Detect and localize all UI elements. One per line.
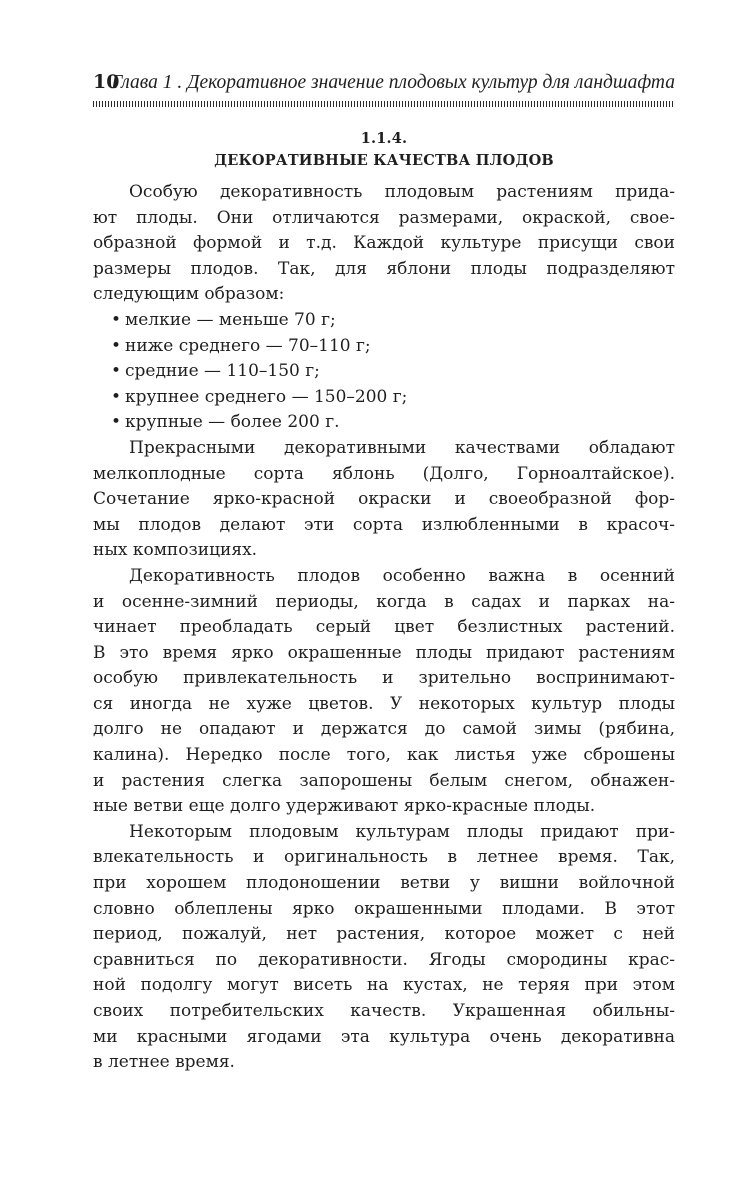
text-line: Сочетание ярко-красной окраски и своеобразной фор-	[93, 489, 675, 510]
list-item	[93, 359, 675, 385]
bullet-mark: •	[111, 361, 122, 382]
bullet-mark: •	[111, 309, 122, 330]
list-item	[93, 410, 675, 436]
paragraph-1	[93, 180, 675, 308]
bullet-mark: •	[111, 412, 122, 433]
fruit-size-list	[93, 308, 675, 436]
text-line: следующим образом:	[93, 284, 285, 305]
body-text	[93, 180, 675, 1076]
text-line: чинает преобладать серый цвет безлистных растений.	[93, 617, 675, 638]
text-line: своих потребительских качеств. Украшенная обильны-	[93, 1001, 675, 1021]
text-line: Декоративность плодов особенно важна в осенний	[129, 565, 675, 586]
text-line: сравниться по декоративности. Ягоды смородины крас-	[93, 949, 675, 970]
list-item-text: мелкие — меньше 70 г;	[125, 309, 336, 330]
paragraph-2	[93, 436, 675, 564]
text-line: и растения слегка запорошены белым снегом, обнажен-	[93, 770, 675, 791]
text-line: ные ветви еще долго удерживают ярко-красные плоды.	[93, 796, 596, 817]
text-line: Некоторым плодовым культурам плоды придают при-	[129, 821, 675, 842]
bullet-mark: •	[111, 386, 122, 407]
text-line: мы плодов делают эти сорта излюбленными в красоч-	[93, 514, 675, 535]
text-line: словно облеплены ярко окрашенными плодами. В этот	[93, 898, 675, 919]
paragraph-4	[93, 820, 675, 1076]
running-header	[93, 70, 675, 98]
text-line: ных композициях.	[93, 540, 258, 561]
list-item-text: средние — 110–150 г;	[125, 361, 320, 382]
text-line: мелкоплодные сорта яблонь (Долго, Горноалтайское).	[93, 463, 675, 484]
page-number: 10	[93, 71, 120, 93]
text-line: ся иногда не хуже цветов. У некоторых культур плоды	[93, 693, 675, 714]
text-line: калина). Нередко после того, как листья уже сброшены	[93, 745, 675, 766]
text-line: особую привлекательность и зрительно воспринимают-	[93, 668, 675, 689]
text-line: ной подолгу могут висеть на кустах, не теряя при этом	[93, 975, 675, 996]
text-line: и осенне-зимний периоды, когда в садах и парках на-	[93, 591, 675, 612]
text-line: долго не опадают и держатся до самой зимы (рябина,	[93, 719, 675, 740]
text-line: влекательность и оригинальность в летнее время. Так,	[93, 847, 675, 868]
text-line: при хорошем плодоношении ветви у вишни войлочной	[93, 873, 675, 894]
text-line: ми красными ягодами эта культура очень декоративна	[93, 1026, 675, 1047]
section-title: ДЕКОРАТИВНЫЕ КАЧЕСТВА ПЛОДОВ	[214, 152, 554, 169]
list-item-text: ниже среднего — 70–110 г;	[125, 335, 371, 356]
text-line: период, пожалуй, нет растения, которое может с ней	[93, 924, 675, 945]
text-line: размеры плодов. Так, для яблони плоды подразделяют	[93, 258, 675, 279]
bullet-mark: •	[111, 335, 122, 356]
chapter-title: Глава 1 . Декоративное значение плодовых культур для ландшафта	[111, 72, 675, 93]
text-line: Особую декоративность плодовым растениям прида-	[129, 182, 675, 202]
text-line: Прекрасными декоративными качествами обладают	[129, 437, 675, 458]
text-line: В это время ярко окрашенные плоды придают растениям	[93, 642, 675, 663]
list-item	[93, 308, 675, 334]
text-line: ют плоды. Они отличаются размерами, окраской, свое-	[93, 207, 675, 228]
section-heading	[93, 128, 675, 172]
text-line: в летнее время.	[93, 1052, 235, 1073]
header-rule	[93, 101, 675, 107]
list-item-text: крупнее среднего — 150–200 г;	[125, 386, 408, 407]
text-line: образной формой и т.д. Каждой культуре присущи свои	[93, 233, 675, 254]
list-item	[93, 385, 675, 411]
section-number: 1.1.4.	[360, 130, 408, 147]
list-item	[93, 334, 675, 360]
list-item-text: крупные — более 200 г.	[125, 412, 340, 433]
paragraph-3	[93, 564, 675, 820]
